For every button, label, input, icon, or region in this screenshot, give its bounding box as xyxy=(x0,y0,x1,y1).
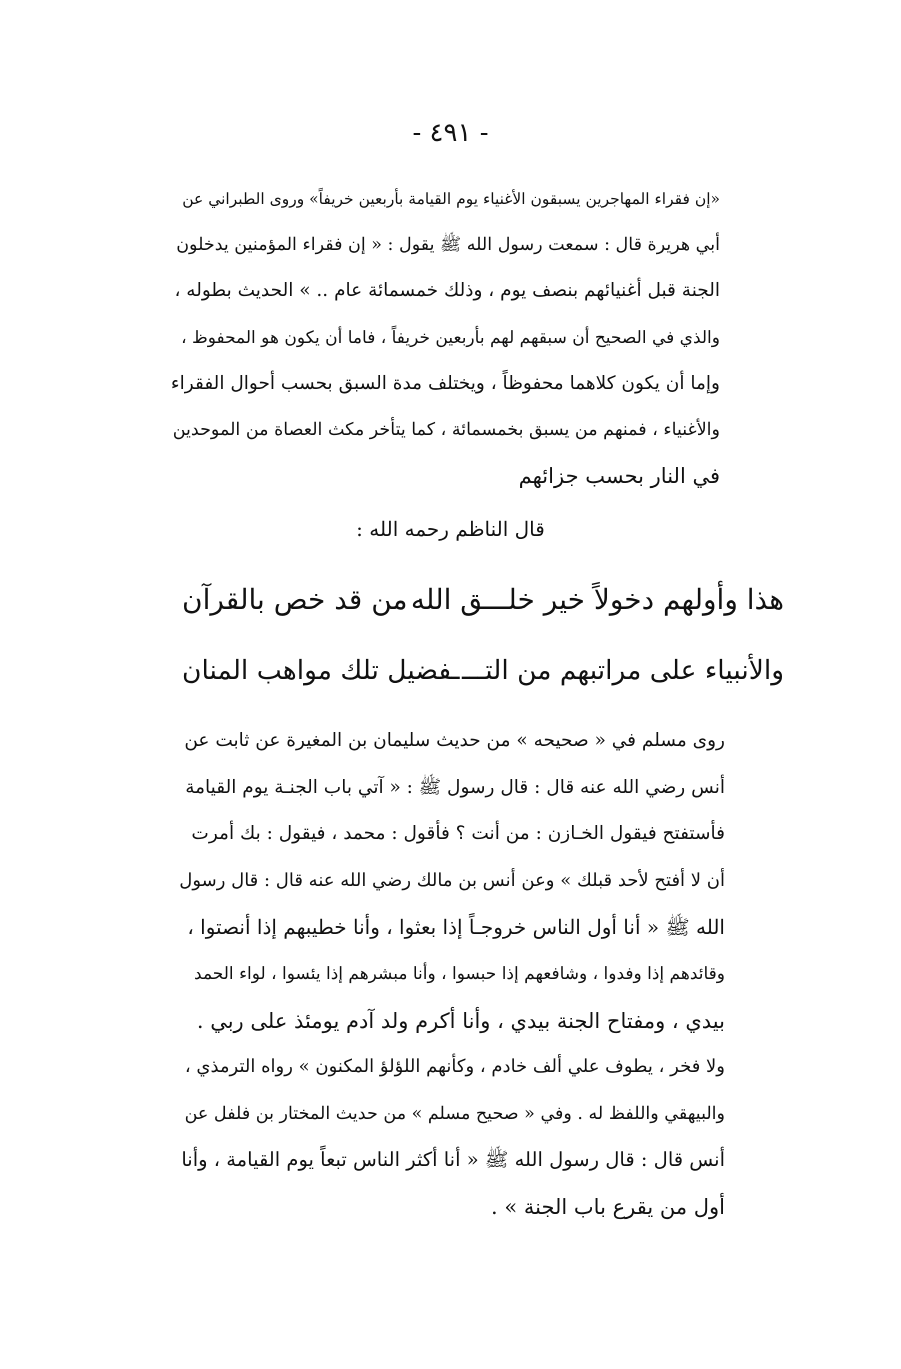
text-line: بيدي ، ومفتاح الجنة بيدي ، وأنا أكرم ولد آدم يومئذ على ربي . xyxy=(196,1008,725,1033)
text-line: أول من يقرع باب الجنة » . xyxy=(490,1194,725,1219)
page-number: - ٤٩١ - xyxy=(412,118,489,148)
text-line: ولا فخر ، يطوف علي ألف خادم ، وكأنهم اللؤلؤ المكنون » رواه الترمذي ، xyxy=(184,1056,725,1078)
text-line: أنس رضي الله عنه قال : قال رسول ﷺ : « آتي باب الجنـة يوم القيامة xyxy=(185,776,725,798)
poem-verse xyxy=(182,655,784,686)
section-heading: قال الناظم رحمه الله : xyxy=(356,517,545,541)
text-line: أنس قال : قال رسول الله ﷺ « أنا أكثر الناس تبعاً يوم القيامة ، وأنا xyxy=(181,1148,725,1172)
text-line: أبي هريرة قال : سمعت رسول الله ﷺ يقول : « إن فقراء المؤمنين يدخلون xyxy=(176,235,720,256)
text-line: أن لا أفتح لأحد قبلك » وعن أنس بن مالك رضي الله عنه قال : قال رسول xyxy=(179,869,725,891)
verse-first-hemistich: والأنبياء على مراتبهم من التـــ xyxy=(461,655,784,686)
text-line: «إن فقراء المهاجرين يسبقون الأغنياء يوم القيامة بأربعين خريفاً» وروى الطبراني عن xyxy=(182,190,720,208)
paragraph-hadith-fuqara xyxy=(172,176,720,499)
text-line: والبيهقي واللفظ له . وفي « صحيح مسلم » من حديث المختار بن فلفل عن xyxy=(184,1103,725,1124)
text-line: والذي في الصحيح أن سبقهم لهم بأربعين خريفاً ، فاما أن يكون هو المحفوظ ، xyxy=(181,327,720,348)
text-line: الجنة قبل أغنيائهم بنصف يوم ، وذلك خمسمائة عام .. » الحديث بطوله ، xyxy=(174,280,720,302)
text-line: الله ﷺ « أنا أول الناس خروجـاً إذا بعثوا ، وأنا خطيبهم إذا أنصتوا ، xyxy=(187,915,725,940)
verse-second-hemistich: من قد خص بالقرآن xyxy=(182,583,408,616)
text-line: فأستفتح فيقول الخـازن : من أنت ؟ فأقول : محمد ، فيقول : بك أمرت xyxy=(191,823,725,845)
text-line: روى مسلم في « صحيحه » من حديث سليمان بن المغيرة عن ثابت عن xyxy=(184,730,725,751)
text-line: وقائدهم إذا وفدوا ، وشافعهم إذا حبسوا ، وأنا مبشرهم إذا يئسوا ، لواء الحمد xyxy=(194,963,725,984)
verse-first-hemistich: هذا وأولهم دخولاً خير خلـــق الله xyxy=(410,583,784,616)
text-line: في النار بحسب جزائهم xyxy=(518,464,720,489)
text-line: وإما أن يكون كلاهما محفوظاً ، ويختلف مدة السبق بحسب أحوال الفقراء xyxy=(170,372,720,394)
text-line: والأغنياء ، فمنهم من يسبق بخمسمائة ، كما يتأخر مكث العصاة من الموحدين xyxy=(172,420,720,441)
verse-second-hemistich: ـفضيل تلك مواهب المنان xyxy=(182,655,460,686)
poem-verse xyxy=(182,583,784,616)
paragraph-hadith-entry xyxy=(180,718,725,1231)
